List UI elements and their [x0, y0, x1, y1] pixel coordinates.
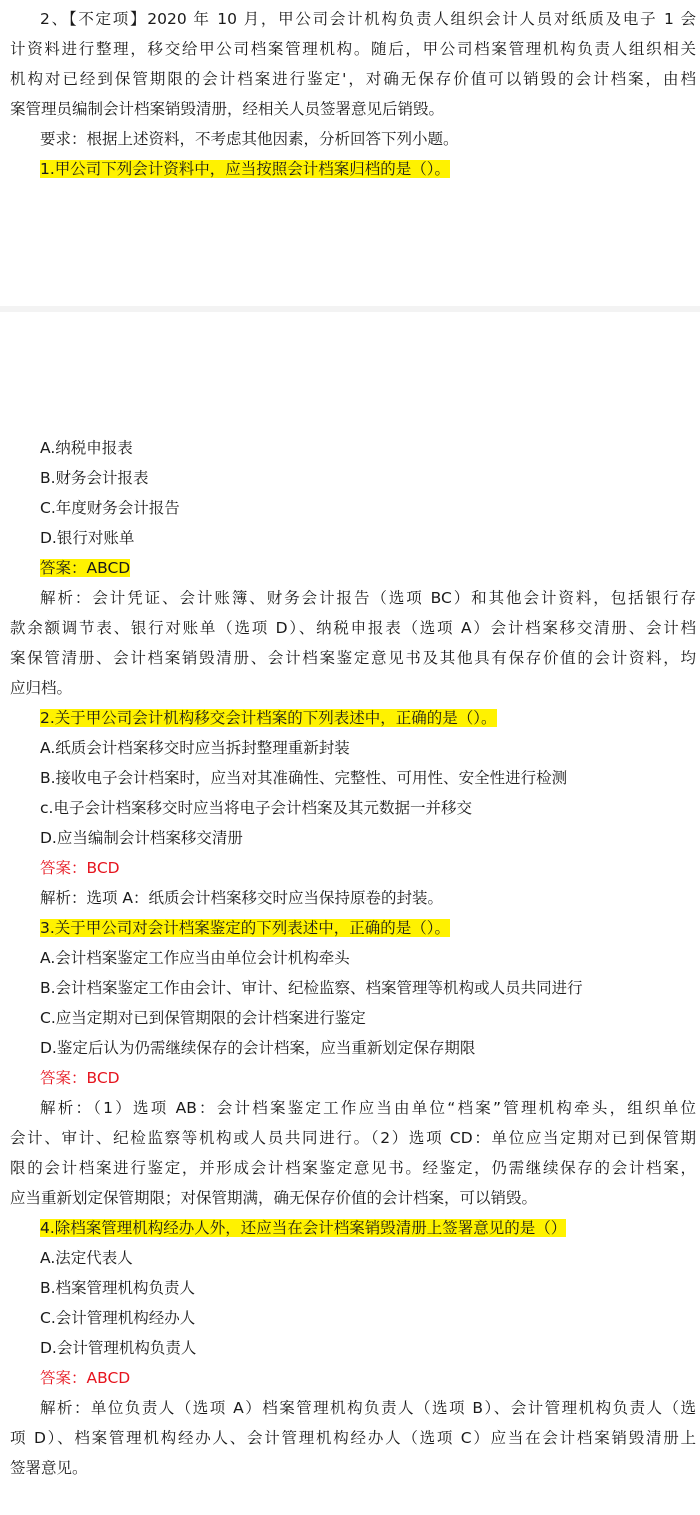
question-1-body	[10, 433, 696, 1483]
question-3-title	[10, 913, 696, 943]
option-a: A.会计档案鉴定工作应当由单位会计机构牵头	[40, 949, 350, 967]
answer-line	[10, 553, 696, 583]
question-1-title	[10, 154, 696, 184]
analysis-line: 应当重新划定保管期限；对保管期满，确无保存价值的会计档案，可以销毁。	[10, 1189, 538, 1207]
answer-text: 答案：BCD	[40, 1069, 120, 1087]
answer-text: 答案：ABCD	[40, 559, 131, 577]
question-title: 4.除档案管理机构经办人外，还应当在会计档案销毁清册上签署意见的是（）	[40, 1219, 567, 1237]
requirement-text: 要求：根据上述资料，不考虑其他因素，分析回答下列小题。	[40, 130, 459, 148]
option-c: c.电子会计档案移交时应当将电子会计档案及其元数据一并移交	[40, 799, 472, 817]
analysis-line: 解析：单位负责人（选项 A）档案管理机构负责人（选项 B）、会计管理机构负责人（选	[40, 1399, 696, 1417]
option-d: D.银行对账单	[40, 529, 135, 547]
page-separator	[0, 306, 700, 312]
intro-line: 计资料进行整理，移交给甲公司档案管理机构。随后，甲公司档案管理机构负责人组织相关	[10, 40, 696, 58]
analysis-line: 会计、审计、纪检监察等机构或人员共同进行。（2）选项 CD：单位应当定期对已到保管期	[10, 1129, 696, 1147]
analysis-line: 项 D）、档案管理机构经办人、会计管理机构经办人（选项 C）应当在会计档案销毁清册上	[10, 1429, 696, 1447]
analysis-line: 解析：会计凭证、会计账簿、财务会计报告（选项 BC）和其他会计资料，包括银行存	[40, 589, 696, 607]
question-2-title	[10, 703, 696, 733]
option-b: B.档案管理机构负责人	[40, 1279, 196, 1297]
option-a: A.纳税申报表	[40, 439, 133, 457]
analysis-line: 限的会计档案进行鉴定，并形成会计档案鉴定意见书。经鉴定，仍需继续保存的会计档案，	[10, 1159, 696, 1177]
answer-text: 答案：BCD	[40, 859, 120, 877]
option-b: B.会计档案鉴定工作由会计、审计、纪检监察、档案管理等机构或人员共同进行	[40, 979, 583, 997]
analysis-line: 解析：（1）选项 AB：会计档案鉴定工作应当由单位“档案”管理机构牵头，组织单位	[40, 1099, 696, 1117]
intro-line: 案管理员编制会计档案销毁清册，经相关人员签署意见后销毁。	[10, 100, 445, 118]
question-title: 1.甲公司下列会计资料中，应当按照会计档案归档的是（）。	[40, 160, 451, 178]
question-intro	[10, 4, 696, 184]
option-c: C.会计管理机构经办人	[40, 1309, 196, 1327]
question-title: 3.关于甲公司对会计档案鉴定的下列表述中，正确的是（）。	[40, 919, 451, 937]
option-b: B.接收电子会计档案时，应当对其准确性、完整性、可用性、安全性进行检测	[40, 769, 568, 787]
analysis-line: 签署意见。	[10, 1459, 88, 1477]
question-4-title	[10, 1213, 696, 1243]
option-a: A.纸质会计档案移交时应当拆封整理重新封装	[40, 739, 350, 757]
answer-text: 答案：ABCD	[40, 1369, 131, 1387]
option-c: C.应当定期对已到保管期限的会计档案进行鉴定	[40, 1009, 366, 1027]
option-d: D.会计管理机构负责人	[40, 1339, 197, 1357]
question-title: 2.关于甲公司会计机构移交会计档案的下列表述中，正确的是（）。	[40, 709, 497, 727]
option-c: C.年度财务会计报告	[40, 499, 180, 517]
option-d: D.鉴定后认为仍需继续保存的会计档案，应当重新划定保存期限	[40, 1039, 476, 1057]
analysis-line: 案保管清册、会计档案销毁清册、会计档案鉴定意见书及其他具有保存价值的会计资料，均	[10, 649, 696, 667]
analysis-line: 解析：选项 A：纸质会计档案移交时应当保持原卷的封装。	[40, 889, 444, 907]
analysis-line: 应归档。	[10, 679, 73, 697]
option-a: A.法定代表人	[40, 1249, 133, 1267]
intro-line: 2、【不定项】2020 年 10 月，甲公司会计机构负责人组织会计人员对纸质及电子 1 会	[40, 10, 696, 28]
analysis-line: 款余额调节表、银行对账单（选项 D）、纳税申报表（选项 A）会计档案移交清册、会计档	[10, 619, 696, 637]
option-b: B.财务会计报表	[40, 469, 149, 487]
option-d: D.应当编制会计档案移交清册	[40, 829, 243, 847]
intro-line: 机构对已经到保管期限的会计档案进行鉴定'，对确无保存价值可以销毁的会计档案，由档	[10, 70, 696, 88]
